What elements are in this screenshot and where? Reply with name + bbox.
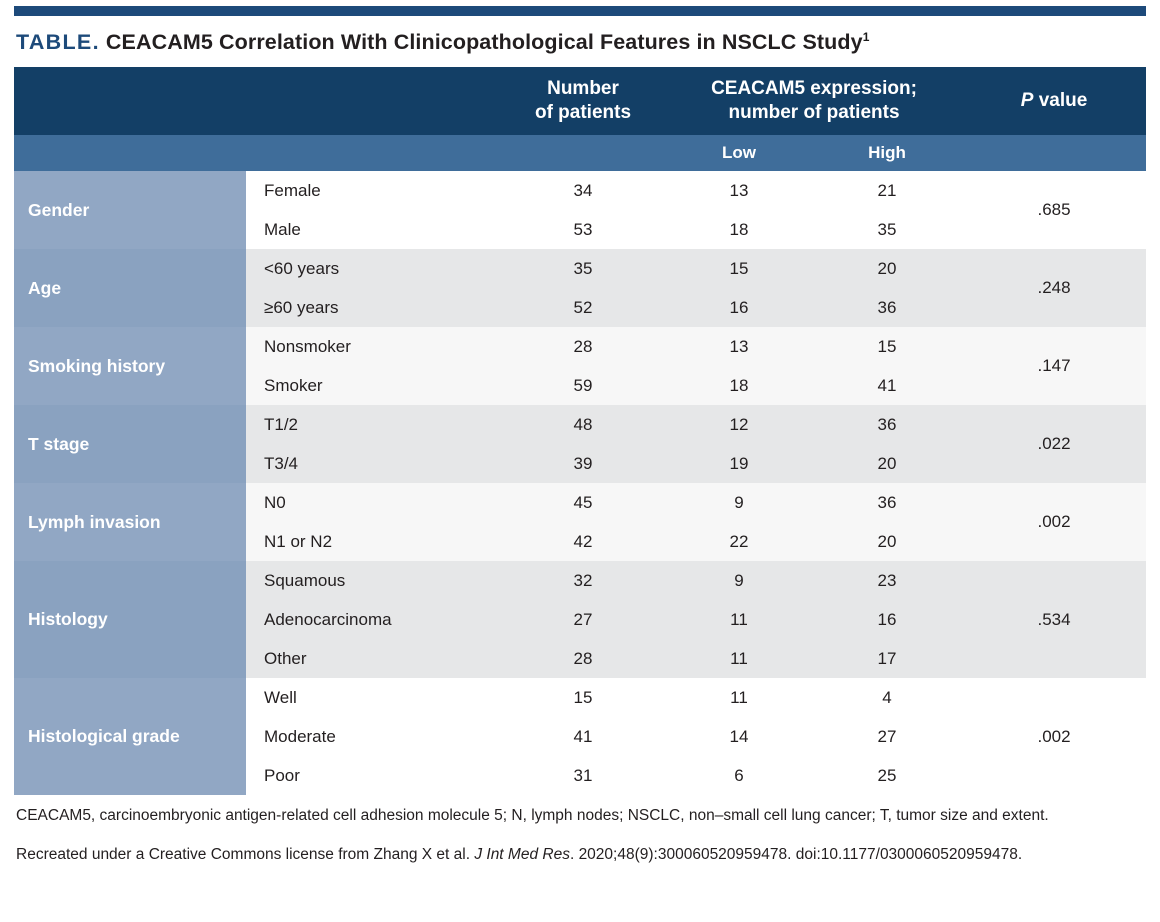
header-expression-line2: number of patients: [728, 102, 900, 124]
row-label: Other: [246, 639, 500, 678]
table-row: [14, 405, 1146, 444]
row-number: 15: [500, 678, 666, 717]
footnote-credit-post: . 2020;48(9):300060520959478. doi:10.1177/0300060520959478.: [569, 845, 1023, 863]
table-row: [14, 678, 1146, 717]
table-body: [14, 171, 1146, 795]
row-high: 36: [812, 483, 962, 522]
row-high: 35: [812, 210, 962, 249]
row-high: 17: [812, 639, 962, 678]
table-label: TABLE.: [16, 30, 100, 55]
row-label: Female: [246, 171, 500, 210]
row-number: 41: [500, 717, 666, 756]
row-low: 9: [666, 483, 812, 522]
table-row: [14, 327, 1146, 366]
row-low: 16: [666, 288, 812, 327]
header-ceacam5-expression: [666, 67, 962, 135]
header-sub-blank-left: [14, 135, 666, 171]
row-category-t-stage: T stage: [14, 405, 246, 483]
row-label: Moderate: [246, 717, 500, 756]
row-p-value: .002: [962, 678, 1146, 795]
top-rule: [14, 6, 1146, 16]
header-sub-high: High: [812, 135, 962, 171]
row-label: N0: [246, 483, 500, 522]
row-high: 25: [812, 756, 962, 795]
row-low: 6: [666, 756, 812, 795]
header-p-rest: value: [1033, 90, 1088, 112]
row-number: 28: [500, 639, 666, 678]
row-label: Adenocarcinoma: [246, 600, 500, 639]
row-label: ≥60 years: [246, 288, 500, 327]
row-p-value: .248: [962, 249, 1146, 327]
row-label: N1 or N2: [246, 522, 500, 561]
table-row: [14, 483, 1146, 522]
page-title: [14, 16, 1146, 67]
row-number: 35: [500, 249, 666, 288]
row-label: T1/2: [246, 405, 500, 444]
row-high: 20: [812, 444, 962, 483]
row-number: 42: [500, 522, 666, 561]
row-label: Smoker: [246, 366, 500, 405]
row-category-lymph-invasion: Lymph invasion: [14, 483, 246, 561]
row-label: T3/4: [246, 444, 500, 483]
header-blank: [14, 67, 500, 135]
row-high: 20: [812, 522, 962, 561]
row-low: 11: [666, 600, 812, 639]
row-high: 20: [812, 249, 962, 288]
row-label: <60 years: [246, 249, 500, 288]
row-number: 53: [500, 210, 666, 249]
row-low: 12: [666, 405, 812, 444]
row-number: 34: [500, 171, 666, 210]
row-label: Squamous: [246, 561, 500, 600]
header-number-of-patients: [500, 67, 666, 135]
row-number: 52: [500, 288, 666, 327]
row-low: 18: [666, 366, 812, 405]
row-low: 18: [666, 210, 812, 249]
row-low: 13: [666, 171, 812, 210]
data-table: [14, 67, 1146, 795]
row-high: 21: [812, 171, 962, 210]
header-sub-low: Low: [666, 135, 812, 171]
row-category-histology: Histology: [14, 561, 246, 678]
row-number: 27: [500, 600, 666, 639]
header-p-italic: P: [1020, 90, 1034, 112]
row-low: 19: [666, 444, 812, 483]
row-category-smoking-history: Smoking history: [14, 327, 246, 405]
row-p-value: .147: [962, 327, 1146, 405]
row-category-age: Age: [14, 249, 246, 327]
table-title-superscript: 1: [862, 30, 870, 44]
row-p-value: .002: [962, 483, 1146, 561]
header-number-line1: Number: [547, 78, 619, 100]
footnote-journal-name: J Int Med Res: [474, 845, 570, 863]
row-number: 31: [500, 756, 666, 795]
row-number: 28: [500, 327, 666, 366]
row-label: Male: [246, 210, 500, 249]
row-p-value: .534: [962, 561, 1146, 678]
footnote-credit-pre: Recreated under a Creative Commons license from Zhang X et al.: [16, 845, 475, 863]
row-category-histological-grade: Histological grade: [14, 678, 246, 795]
row-high: 23: [812, 561, 962, 600]
row-low: 13: [666, 327, 812, 366]
table-row: [14, 561, 1146, 600]
row-number: 39: [500, 444, 666, 483]
row-low: 11: [666, 639, 812, 678]
row-number: 45: [500, 483, 666, 522]
row-label: Poor: [246, 756, 500, 795]
table-row: [14, 171, 1146, 210]
header-p-value: [962, 67, 1146, 135]
row-low: 22: [666, 522, 812, 561]
row-low: 14: [666, 717, 812, 756]
row-low: 15: [666, 249, 812, 288]
row-low: 11: [666, 678, 812, 717]
row-high: 15: [812, 327, 962, 366]
table-head: [14, 67, 1146, 171]
header-expression-line1: CEACAM5 expression;: [711, 78, 917, 100]
row-p-value: .685: [962, 171, 1146, 249]
row-high: 27: [812, 717, 962, 756]
header-number-line2: of patients: [534, 102, 632, 124]
row-number: 48: [500, 405, 666, 444]
row-high: 36: [812, 288, 962, 327]
row-label: Nonsmoker: [246, 327, 500, 366]
footnotes: [14, 795, 1146, 866]
row-high: 41: [812, 366, 962, 405]
row-label: Well: [246, 678, 500, 717]
row-number: 59: [500, 366, 666, 405]
row-number: 32: [500, 561, 666, 600]
row-low: 9: [666, 561, 812, 600]
table-title-text: CEACAM5 Correlation With Clinicopathological Features in NSCLC Study: [105, 30, 863, 55]
row-high: 4: [812, 678, 962, 717]
row-category-gender: Gender: [14, 171, 246, 249]
row-high: 16: [812, 600, 962, 639]
table-row: [14, 249, 1146, 288]
header-sub-blank-right: [962, 135, 1146, 171]
row-high: 36: [812, 405, 962, 444]
footnote-credit: [16, 844, 1144, 866]
row-p-value: .022: [962, 405, 1146, 483]
table-page: [0, 6, 1160, 922]
footnote-abbreviations: CEACAM5, carcinoembryonic antigen-related cell adhesion molecule 5; N, lymph nodes; NSCLC, non–small cell lung cancer; T, tumor size and extent.: [16, 807, 1049, 825]
